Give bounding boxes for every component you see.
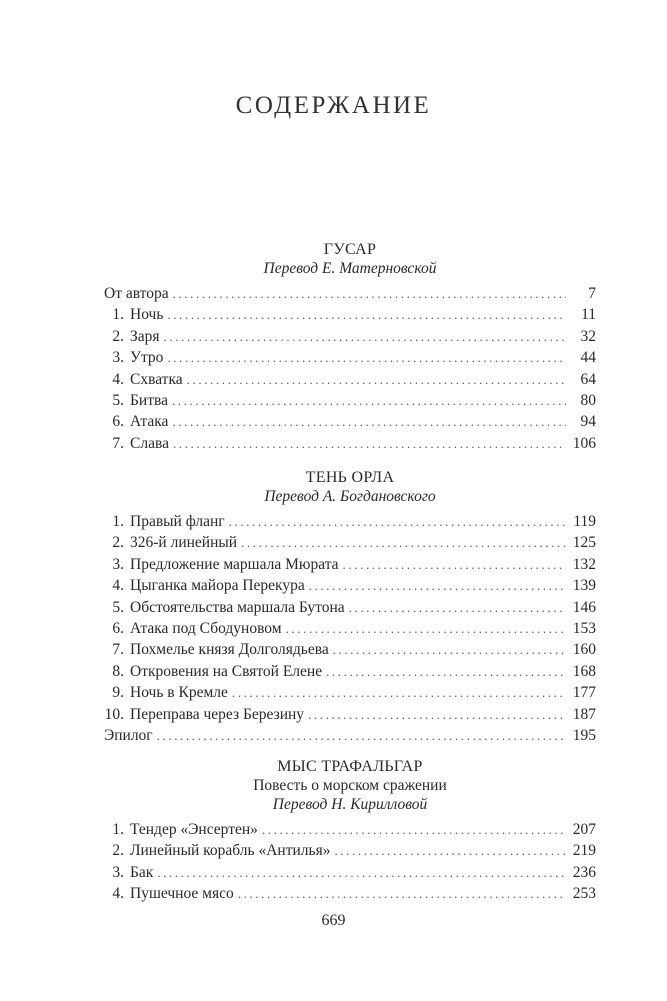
toc-entry[interactable] [104, 883, 596, 904]
entry-title: Правый фланг [130, 513, 225, 530]
entry-number: 4. [112, 885, 124, 903]
entry-title: Цыганка майора Перекура [130, 577, 305, 595]
entry-page: 44 [580, 349, 596, 367]
entry-title: 326-й линейный [130, 534, 238, 552]
section-title: ТЕНЬ ОРЛА [305, 469, 395, 486]
toc-entry[interactable] [104, 433, 596, 454]
dot-leader [309, 575, 566, 596]
dot-leader [308, 704, 566, 725]
section-translator: Перевод Е. Матерновской [263, 260, 437, 277]
dot-leader [173, 283, 566, 304]
entry-title: Атака под Сбодуновом [130, 619, 282, 637]
entry-title: Тендер «Энсертен» [130, 821, 258, 838]
entry-page: 7 [588, 285, 596, 302]
entry-page: 119 [573, 513, 596, 530]
section-title: МЫС ТРАФАЛЬГАР [277, 758, 423, 775]
entry-title: Переправа через Березину [130, 705, 305, 723]
entry-title: Ночь в Кремле [130, 684, 228, 702]
entry-title: Предложение маршала Мюрата [130, 555, 339, 573]
dot-leader [172, 411, 566, 432]
entry-page: 146 [572, 598, 596, 616]
entry-page: 187 [572, 705, 596, 723]
dot-leader [232, 682, 566, 703]
entry-page: 94 [580, 413, 596, 431]
entry-number: 3. [112, 555, 124, 573]
dot-leader [286, 618, 566, 639]
dot-leader [167, 347, 566, 368]
entry-number: 1. [112, 513, 124, 530]
toc-entry[interactable] [104, 682, 596, 703]
toc-entry[interactable] [104, 840, 596, 861]
entry-page: 125 [572, 534, 596, 552]
page-title: СОДЕРЖАНИЕ [235, 92, 432, 119]
entry-title: Утро [130, 349, 164, 367]
section-translator: Перевод Н. Кирилловой [272, 796, 428, 813]
entry-page: 80 [580, 391, 596, 409]
toc-entry[interactable] [104, 639, 596, 660]
entry-title: Схватка [130, 370, 183, 388]
entry-number: 6. [112, 619, 124, 637]
toc-entry[interactable] [104, 661, 596, 682]
entry-page: 139 [572, 577, 596, 595]
entry-title: Слава [130, 434, 169, 452]
toc-entry[interactable] [104, 511, 596, 532]
toc-entry[interactable] [104, 704, 596, 725]
dot-leader [343, 554, 566, 575]
section-translator: Перевод А. Богдановского [264, 488, 436, 505]
toc-entry[interactable] [104, 390, 596, 411]
toc-entry[interactable] [104, 283, 596, 304]
entry-number: 3. [112, 349, 124, 367]
dot-leader [326, 661, 566, 682]
entry-page: 132 [572, 555, 596, 573]
entry-number: 7. [112, 434, 124, 452]
dot-leader [187, 369, 566, 390]
entry-number: 4. [112, 577, 124, 595]
dot-leader [173, 433, 566, 454]
toc-entry[interactable] [104, 347, 596, 368]
entry-number: 1. [112, 821, 124, 838]
entry-number: 4. [112, 370, 124, 388]
entry-page: 253 [572, 885, 596, 903]
dot-leader [167, 304, 566, 325]
entry-title: Битва [130, 391, 168, 409]
entry-title: Откровения на Святой Елене [130, 662, 323, 680]
entry-page: 153 [572, 619, 596, 637]
entry-page: 64 [580, 370, 596, 388]
entry-title: От автора [104, 285, 169, 302]
entry-number: 3. [112, 863, 124, 881]
entry-title: Обстоятельства маршала Бутона [130, 598, 345, 616]
toc-entry[interactable] [104, 862, 596, 883]
dot-leader [164, 326, 566, 347]
entry-title: Заря [130, 327, 160, 345]
toc-entry[interactable] [104, 411, 596, 432]
toc-section-trafalgar [104, 757, 596, 905]
dot-leader [157, 725, 566, 746]
entry-title: Атака [130, 413, 169, 431]
dot-leader [349, 597, 566, 618]
entry-title: Бак [130, 863, 154, 881]
entry-number: 8. [112, 662, 124, 680]
entry-page: 177 [572, 684, 596, 702]
entry-number: 5. [112, 598, 124, 616]
entry-number: 2. [112, 842, 124, 860]
entry-number: 1. [112, 306, 124, 324]
toc-entry[interactable] [104, 618, 596, 639]
dot-leader [241, 532, 566, 553]
entry-number: 6. [112, 413, 124, 431]
entry-title: Линейный корабль «Антилья» [130, 842, 331, 860]
entry-number: 10. [104, 705, 124, 723]
toc-entry[interactable] [104, 369, 596, 390]
dot-leader [229, 511, 566, 532]
entry-page: 236 [572, 863, 596, 881]
entry-page: 32 [580, 327, 596, 345]
dot-leader [238, 883, 566, 904]
entry-title: Ночь [130, 306, 164, 324]
entry-number: 5. [112, 391, 124, 409]
entry-page: 168 [572, 662, 596, 680]
entry-title: Похмелье князя Долголядьева [130, 641, 329, 659]
entry-title: Эпилог [104, 726, 153, 744]
entry-page: 160 [572, 641, 596, 659]
toc-section-ten-orla [104, 468, 596, 746]
dot-leader [172, 390, 566, 411]
entry-page: 207 [572, 821, 596, 838]
section-subtitle: Повесть о морском сражении [253, 777, 447, 794]
toc-entry[interactable] [104, 554, 596, 575]
dot-leader [157, 862, 566, 883]
toc-entry[interactable] [104, 819, 596, 840]
dot-leader [262, 819, 566, 840]
section-title: ГУСАР [323, 241, 377, 258]
toc-entry[interactable] [104, 326, 596, 347]
toc-section-gusar [104, 240, 596, 454]
entry-page: 219 [572, 842, 596, 860]
toc-entry[interactable] [104, 597, 596, 618]
entry-page: 106 [572, 434, 596, 452]
dot-leader [334, 840, 566, 861]
toc-entry[interactable] [104, 575, 596, 596]
toc-entry[interactable] [104, 532, 596, 553]
entry-title: Пушечное мясо [130, 885, 234, 903]
entry-page: 195 [572, 726, 596, 744]
entry-number: 2. [112, 534, 124, 552]
toc-entry[interactable] [104, 725, 596, 746]
entry-number: 2. [112, 327, 124, 345]
entry-number: 7. [112, 641, 124, 659]
dot-leader [333, 639, 566, 660]
toc-entry[interactable] [104, 304, 596, 325]
entry-number: 9. [112, 684, 124, 702]
page-number: 669 [321, 912, 346, 929]
entry-page: 11 [581, 306, 596, 324]
